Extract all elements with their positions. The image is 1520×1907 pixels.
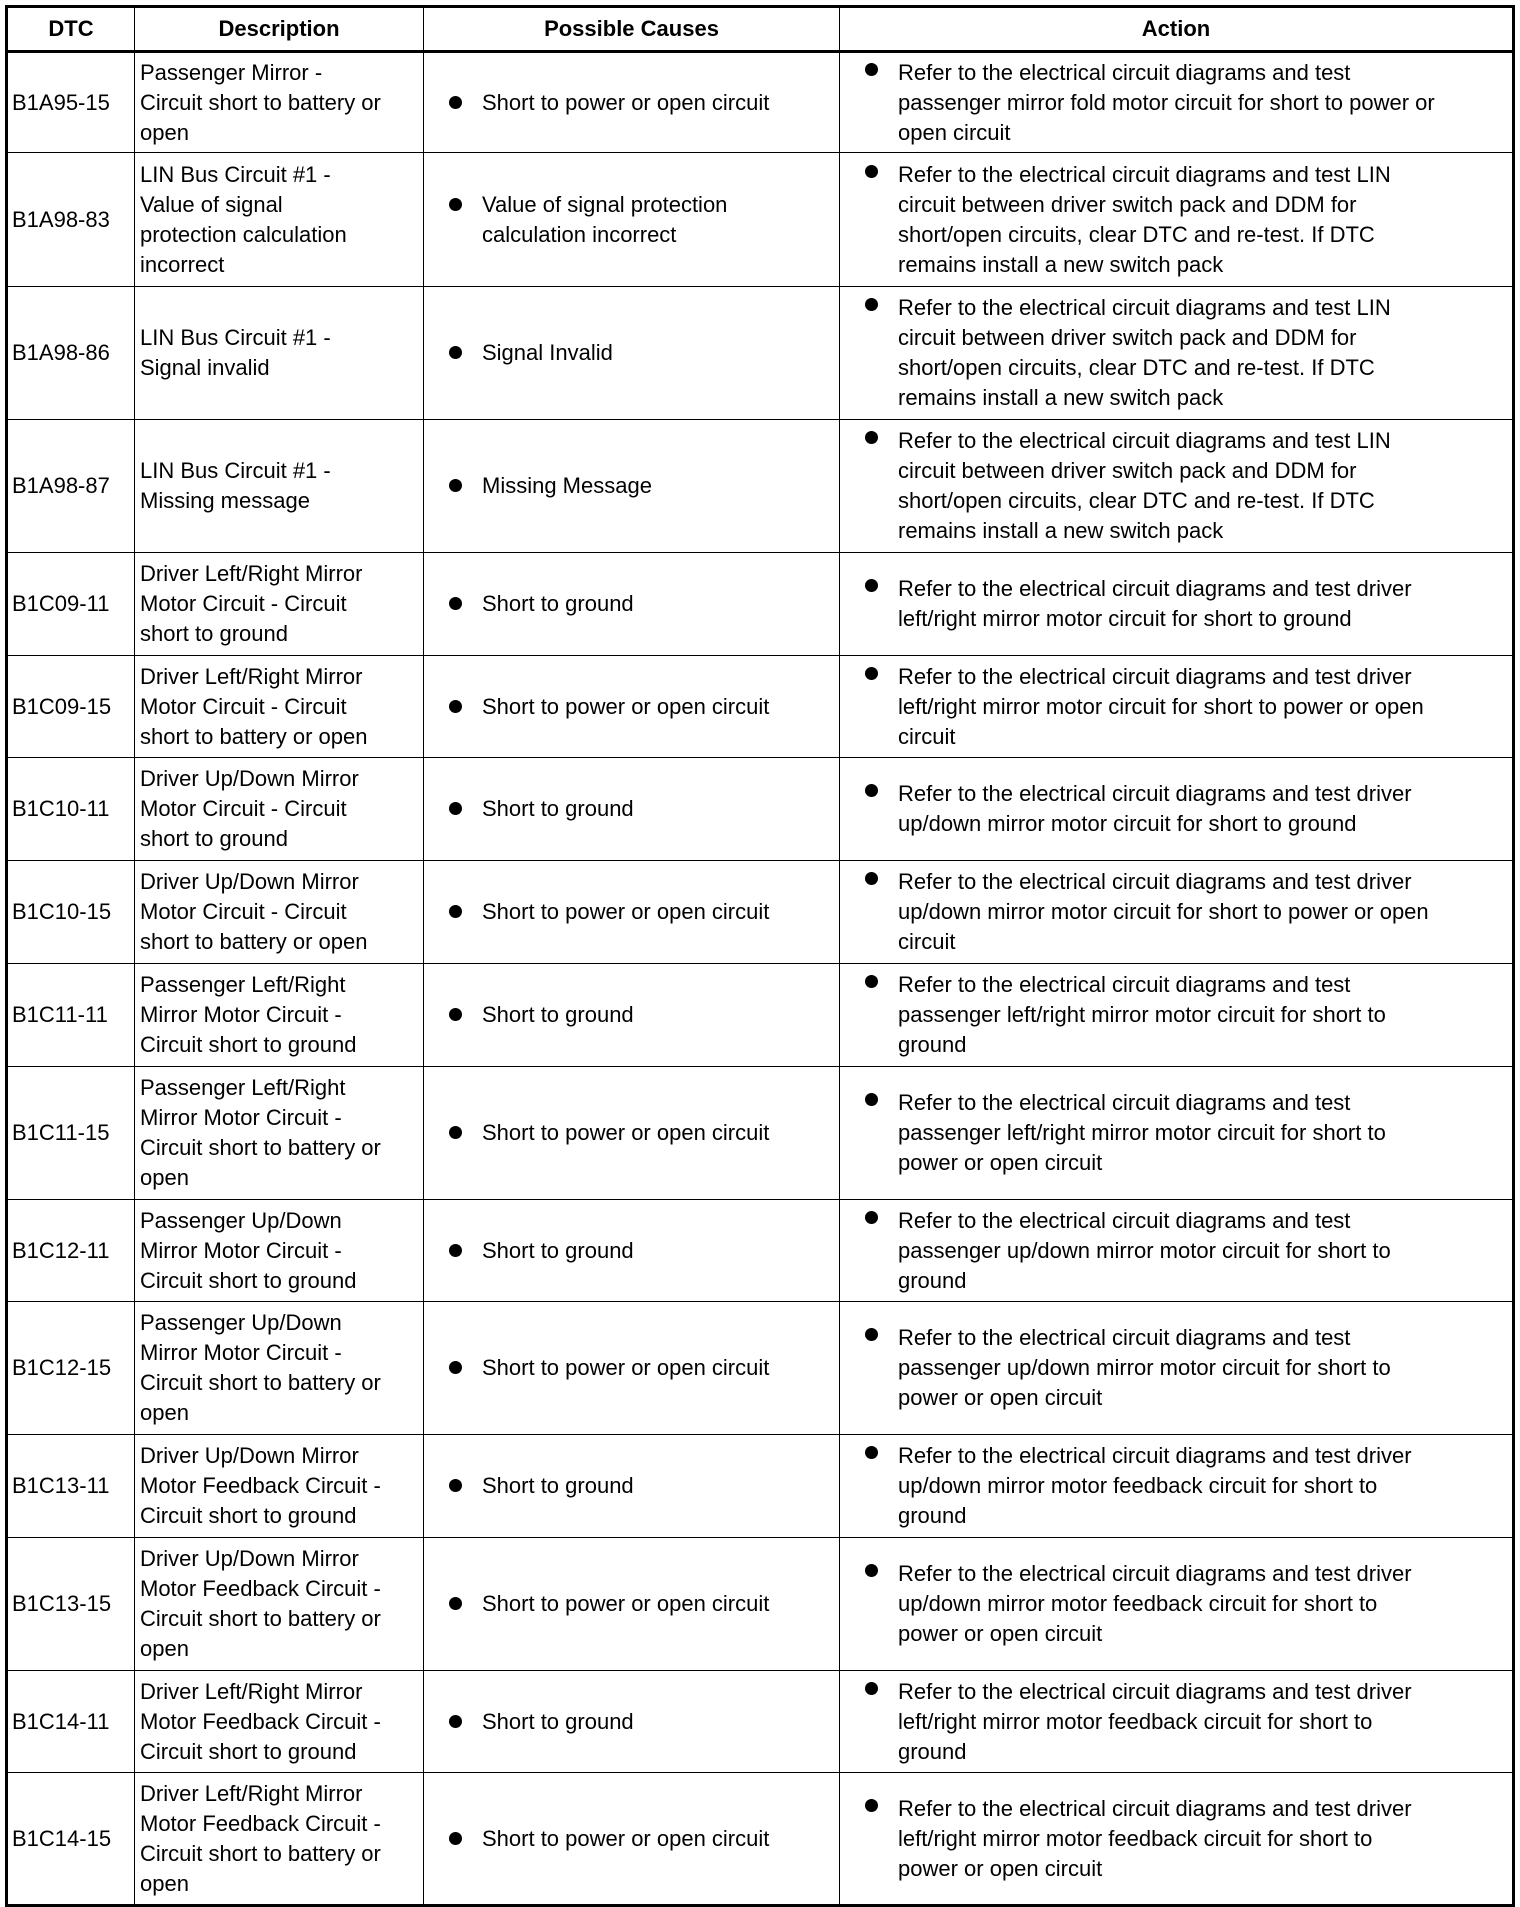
action-text: Refer to the electrical circuit diagrams and test LIN circuit between driver switch pack and DDM for short/open circuits, clear DTC and re-test. If DTC remains install a new switch pack bbox=[898, 295, 1391, 410]
bullet-icon bbox=[865, 784, 878, 797]
header-action: Action bbox=[840, 7, 1514, 52]
possible-cause bbox=[424, 1773, 840, 1906]
action-text: Refer to the electrical circuit diagrams and test driver left/right mirror motor feedback circuit for short to power or open circuit bbox=[898, 1795, 1412, 1881]
possible-cause bbox=[424, 1302, 840, 1435]
action bbox=[840, 287, 1514, 420]
possible-cause bbox=[424, 287, 840, 420]
bullet-icon bbox=[449, 96, 462, 109]
table-row bbox=[7, 964, 1514, 1067]
possible-cause bbox=[424, 1538, 840, 1671]
bullet-icon bbox=[449, 1597, 462, 1610]
dtc-code: B1C14-15 bbox=[7, 1773, 135, 1906]
bullet-icon bbox=[449, 1126, 462, 1139]
table-row bbox=[7, 1538, 1514, 1671]
possible-cause bbox=[424, 1200, 840, 1302]
action-text: Refer to the electrical circuit diagrams and test passenger left/right mirror motor circuit for short to ground bbox=[898, 972, 1386, 1057]
description: Passenger Left/Right Mirror Motor Circuit - Circuit short to ground bbox=[135, 964, 424, 1067]
dtc-code: B1C10-15 bbox=[7, 861, 135, 964]
bullet-icon bbox=[865, 298, 878, 311]
description: Driver Left/Right Mirror Motor Feedback Circuit - Circuit short to battery or open bbox=[135, 1773, 424, 1906]
table-row bbox=[7, 656, 1514, 758]
bullet-icon bbox=[865, 667, 878, 680]
bullet-icon bbox=[449, 597, 462, 610]
bullet-icon bbox=[449, 479, 462, 492]
bullet-icon bbox=[865, 1799, 878, 1812]
possible-cause bbox=[424, 1435, 840, 1538]
table-row bbox=[7, 1773, 1514, 1906]
table-row bbox=[7, 553, 1514, 656]
bullet-icon bbox=[449, 346, 462, 359]
bullet-icon bbox=[865, 431, 878, 444]
header-possible-causes: Possible Causes bbox=[424, 7, 840, 52]
bullet-icon bbox=[865, 1564, 878, 1577]
action bbox=[840, 656, 1514, 758]
cause-text: Missing Message bbox=[482, 473, 652, 498]
dtc-code: B1C14-11 bbox=[7, 1671, 135, 1773]
action-text: Refer to the electrical circuit diagrams and test driver up/down mirror motor feedback circuit for short to power or open circuit bbox=[898, 1561, 1412, 1646]
cause-text: Short to power or open circuit bbox=[482, 1120, 770, 1145]
action bbox=[840, 1671, 1514, 1773]
dtc-code: B1A95-15 bbox=[7, 52, 135, 153]
bullet-icon bbox=[449, 1244, 462, 1257]
dtc-code: B1A98-83 bbox=[7, 153, 135, 287]
action bbox=[840, 52, 1514, 153]
table-row bbox=[7, 1435, 1514, 1538]
dtc-code: B1A98-86 bbox=[7, 287, 135, 420]
header-description: Description bbox=[135, 7, 424, 52]
possible-cause bbox=[424, 420, 840, 553]
action-text: Refer to the electrical circuit diagrams and test passenger up/down mirror motor circuit for short to power or open circuit bbox=[898, 1325, 1391, 1410]
bullet-icon bbox=[865, 63, 878, 76]
bullet-icon bbox=[865, 165, 878, 178]
possible-cause bbox=[424, 1067, 840, 1200]
dtc-code: B1A98-87 bbox=[7, 420, 135, 553]
dtc-code: B1C09-11 bbox=[7, 553, 135, 656]
dtc-code: B1C11-11 bbox=[7, 964, 135, 1067]
dtc-code: B1C09-15 bbox=[7, 656, 135, 758]
dtc-code: B1C13-15 bbox=[7, 1538, 135, 1671]
bullet-icon bbox=[449, 1479, 462, 1492]
bullet-icon bbox=[865, 1446, 878, 1459]
action bbox=[840, 1200, 1514, 1302]
cause-text: Short to ground bbox=[482, 796, 634, 821]
cause-text: Short to power or open circuit bbox=[482, 1591, 770, 1616]
bullet-icon bbox=[865, 1328, 878, 1341]
action-text: Refer to the electrical circuit diagrams and test driver up/down mirror motor circuit for short to power or open circuit bbox=[898, 869, 1429, 954]
description: Driver Left/Right Mirror Motor Feedback Circuit - Circuit short to ground bbox=[135, 1671, 424, 1773]
cause-text: Signal Invalid bbox=[482, 340, 613, 365]
description: LIN Bus Circuit #1 - Signal invalid bbox=[135, 287, 424, 420]
action-text: Refer to the electrical circuit diagrams and test LIN circuit between driver switch pack and DDM for short/open circuits, clear DTC and re-test. If DTC remains install a new switch pack bbox=[898, 161, 1391, 277]
description: Driver Up/Down Mirror Motor Circuit - Circuit short to ground bbox=[135, 758, 424, 861]
bullet-icon bbox=[865, 1093, 878, 1106]
bullet-icon bbox=[449, 198, 462, 211]
header-dtc: DTC bbox=[7, 7, 135, 52]
possible-cause bbox=[424, 656, 840, 758]
cause-text: Short to power or open circuit bbox=[482, 1355, 770, 1380]
dtc-code: B1C11-15 bbox=[7, 1067, 135, 1200]
cause-text: Short to ground bbox=[482, 1237, 634, 1263]
table-row bbox=[7, 52, 1514, 153]
action-text: Refer to the electrical circuit diagrams and test passenger mirror fold motor circuit for short to power or open circuit bbox=[898, 59, 1435, 145]
description: Passenger Up/Down Mirror Motor Circuit - Circuit short to battery or open bbox=[135, 1302, 424, 1435]
bullet-icon bbox=[449, 802, 462, 815]
table-row bbox=[7, 153, 1514, 287]
description: Passenger Up/Down Mirror Motor Circuit - Circuit short to ground bbox=[135, 1200, 424, 1302]
description: LIN Bus Circuit #1 - Value of signal protection calculation incorrect bbox=[135, 153, 424, 287]
dtc-code: B1C13-11 bbox=[7, 1435, 135, 1538]
cause-text: Short to power or open circuit bbox=[482, 89, 770, 115]
possible-cause bbox=[424, 758, 840, 861]
description: Driver Up/Down Mirror Motor Circuit - Circuit short to battery or open bbox=[135, 861, 424, 964]
action-text: Refer to the electrical circuit diagrams and test driver up/down mirror motor circuit for short to ground bbox=[898, 781, 1412, 836]
bullet-icon bbox=[449, 905, 462, 918]
table-header-row bbox=[7, 7, 1514, 52]
table-row bbox=[7, 1067, 1514, 1200]
dtc-code: B1C12-11 bbox=[7, 1200, 135, 1302]
bullet-icon bbox=[449, 1715, 462, 1728]
table-row bbox=[7, 861, 1514, 964]
action bbox=[840, 420, 1514, 553]
action bbox=[840, 1538, 1514, 1671]
action-text: Refer to the electrical circuit diagrams and test passenger up/down mirror motor circuit for short to ground bbox=[898, 1207, 1391, 1293]
action bbox=[840, 1435, 1514, 1538]
action-text: Refer to the electrical circuit diagrams and test driver up/down mirror motor feedback circuit for short to ground bbox=[898, 1443, 1412, 1528]
cause-text: Short to ground bbox=[482, 1002, 634, 1027]
action bbox=[840, 153, 1514, 287]
action-text: Refer to the electrical circuit diagrams and test driver left/right mirror motor circuit for short to power or open circuit bbox=[898, 663, 1424, 749]
action-text: Refer to the electrical circuit diagrams and test driver left/right mirror motor feedback circuit for short to ground bbox=[898, 1678, 1412, 1764]
description: LIN Bus Circuit #1 - Missing message bbox=[135, 420, 424, 553]
table-row bbox=[7, 1200, 1514, 1302]
cause-text: Short to ground bbox=[482, 1473, 634, 1498]
possible-cause bbox=[424, 153, 840, 287]
bullet-icon bbox=[865, 872, 878, 885]
table-row bbox=[7, 758, 1514, 861]
bullet-icon bbox=[449, 700, 462, 713]
table-row bbox=[7, 420, 1514, 553]
action-text: Refer to the electrical circuit diagrams and test LIN circuit between driver switch pack and DDM for short/open circuits, clear DTC and re-test. If DTC remains install a new switch pack bbox=[898, 428, 1391, 543]
action-text: Refer to the electrical circuit diagrams and test driver left/right mirror motor circuit for short to ground bbox=[898, 576, 1412, 631]
possible-cause bbox=[424, 52, 840, 153]
action bbox=[840, 1067, 1514, 1200]
bullet-icon bbox=[449, 1008, 462, 1021]
table-row bbox=[7, 287, 1514, 420]
bullet-icon bbox=[865, 1682, 878, 1695]
cause-text: Short to ground bbox=[482, 591, 634, 616]
description: Driver Up/Down Mirror Motor Feedback Circuit - Circuit short to ground bbox=[135, 1435, 424, 1538]
cause-text: Short to power or open circuit bbox=[482, 899, 770, 924]
action bbox=[840, 758, 1514, 861]
bullet-icon bbox=[865, 975, 878, 988]
bullet-icon bbox=[865, 1211, 878, 1224]
action bbox=[840, 1773, 1514, 1906]
description: Driver Up/Down Mirror Motor Feedback Circuit - Circuit short to battery or open bbox=[135, 1538, 424, 1671]
possible-cause bbox=[424, 964, 840, 1067]
table-row bbox=[7, 1671, 1514, 1773]
action bbox=[840, 861, 1514, 964]
action-text: Refer to the electrical circuit diagrams and test passenger left/right mirror motor circuit for short to power or open circuit bbox=[898, 1090, 1386, 1175]
bullet-icon bbox=[449, 1832, 462, 1845]
bullet-icon bbox=[449, 1361, 462, 1374]
dtc-code: B1C12-15 bbox=[7, 1302, 135, 1435]
action bbox=[840, 964, 1514, 1067]
table-row bbox=[7, 1302, 1514, 1435]
description: Passenger Left/Right Mirror Motor Circuit - Circuit short to battery or open bbox=[135, 1067, 424, 1200]
dtc-table bbox=[5, 5, 1515, 1907]
cause-text: Short to power or open circuit bbox=[482, 1825, 770, 1851]
action bbox=[840, 553, 1514, 656]
dtc-code: B1C10-11 bbox=[7, 758, 135, 861]
action bbox=[840, 1302, 1514, 1435]
cause-text: Value of signal protection calculation incorrect bbox=[482, 191, 728, 247]
possible-cause bbox=[424, 553, 840, 656]
description: Driver Left/Right Mirror Motor Circuit - Circuit short to battery or open bbox=[135, 656, 424, 758]
possible-cause bbox=[424, 1671, 840, 1773]
possible-cause bbox=[424, 861, 840, 964]
cause-text: Short to ground bbox=[482, 1708, 634, 1734]
cause-text: Short to power or open circuit bbox=[482, 693, 770, 719]
description: Driver Left/Right Mirror Motor Circuit - Circuit short to ground bbox=[135, 553, 424, 656]
bullet-icon bbox=[865, 579, 878, 592]
description: Passenger Mirror - Circuit short to battery or open bbox=[135, 52, 424, 153]
